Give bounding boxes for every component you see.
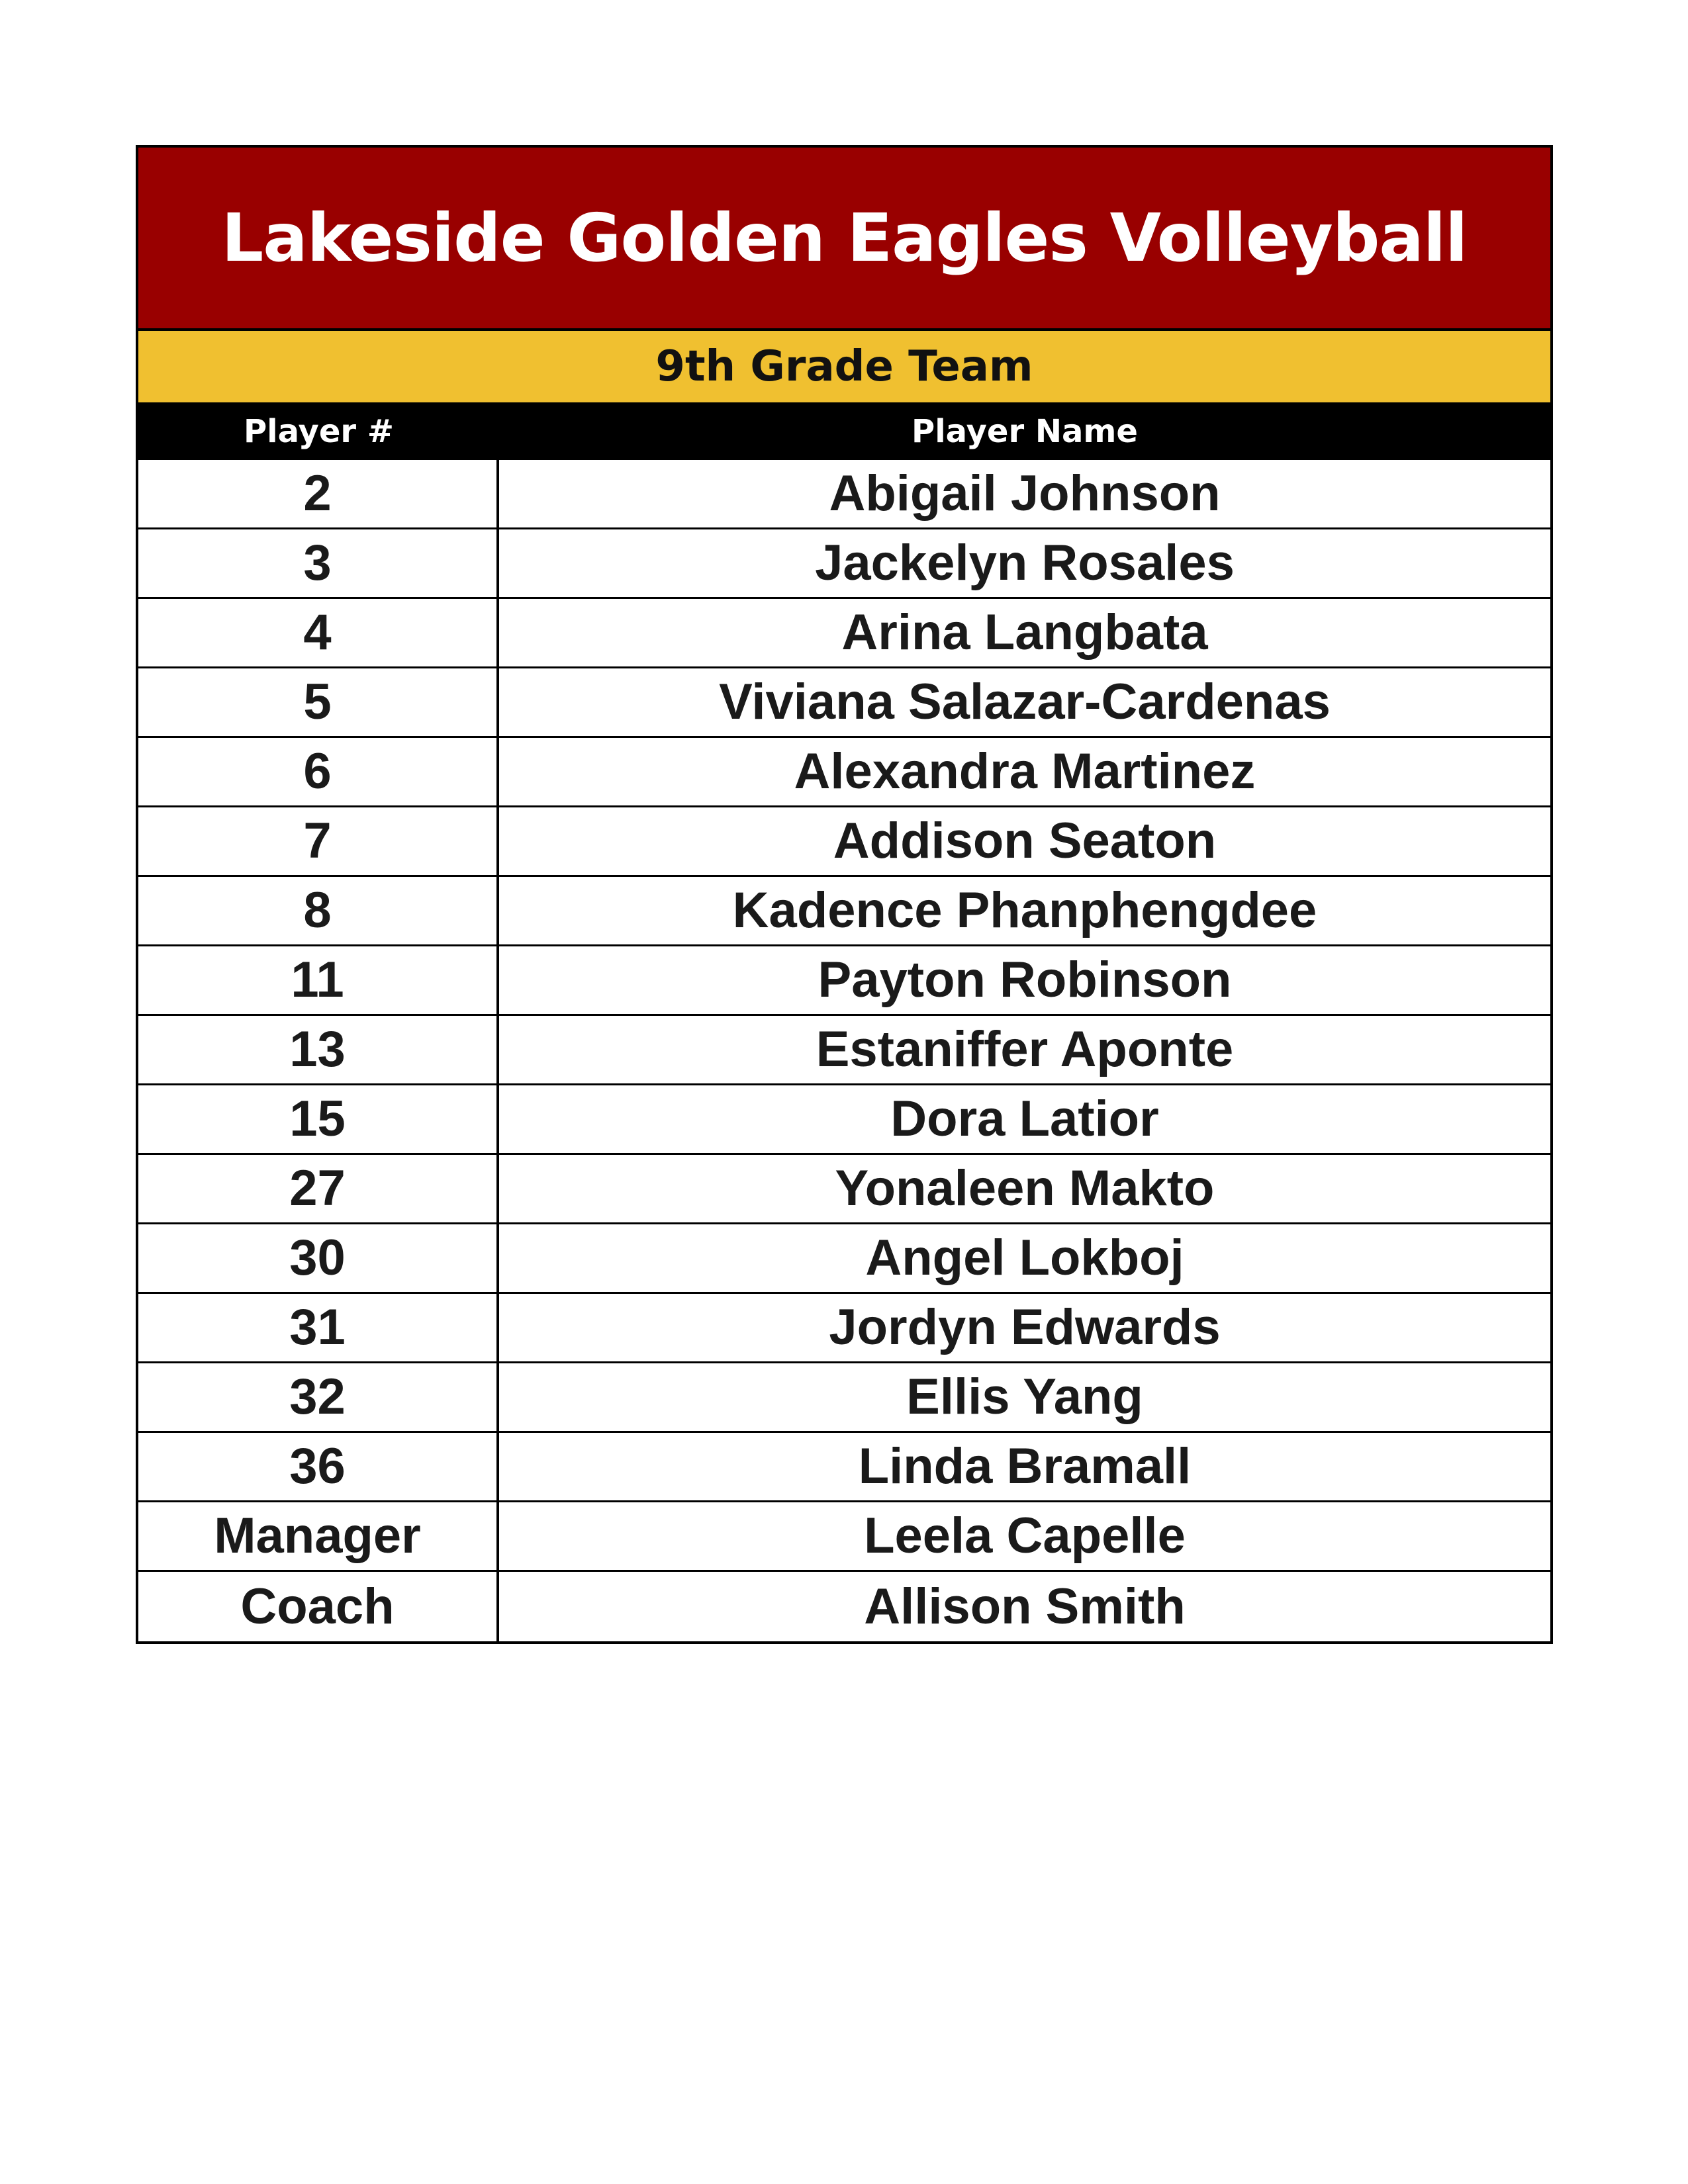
table-row: [138, 1294, 1550, 1363]
player-name-cell: Jordyn Edwards: [829, 1299, 1221, 1355]
staff-role-cell: Manager: [138, 1502, 499, 1570]
table-row: [138, 877, 1550, 946]
table-row: [138, 946, 1550, 1016]
team-title-banner: [138, 148, 1550, 331]
player-name-cell: Dora Latior: [890, 1091, 1159, 1147]
player-number-cell: 27: [138, 1155, 499, 1222]
table-row: [138, 529, 1550, 599]
player-name-cell: Addison Seaton: [833, 813, 1217, 869]
staff-role-cell: Coach: [138, 1572, 499, 1641]
staff-name-cell: Leela Capelle: [864, 1508, 1186, 1564]
player-name-cell: Angel Lokboj: [865, 1230, 1184, 1286]
player-number-cell: 15: [138, 1085, 499, 1153]
table-row: [138, 1433, 1550, 1502]
player-name-cell: Payton Robinson: [818, 952, 1232, 1008]
player-number-cell: 31: [138, 1294, 499, 1361]
table-row: [138, 1016, 1550, 1085]
table-row: [138, 807, 1550, 877]
table-row: [138, 1363, 1550, 1433]
table-row: [138, 1502, 1550, 1572]
team-title: Lakeside Golden Eagles Volleyball: [221, 199, 1468, 277]
roster-table: [136, 145, 1553, 1644]
table-row: [138, 1572, 1550, 1641]
player-number-cell: 36: [138, 1433, 499, 1500]
team-subtitle-banner: [138, 331, 1550, 402]
player-number-cell: 3: [138, 529, 499, 597]
player-name-cell: Abigail Johnson: [829, 465, 1221, 522]
staff-name-cell: Allison Smith: [864, 1578, 1186, 1635]
player-name-cell: Arina Langbata: [841, 604, 1208, 660]
player-number-cell: 7: [138, 807, 499, 875]
player-number-cell: 2: [138, 460, 499, 527]
player-name-cell: Estaniffer Aponte: [816, 1021, 1234, 1077]
player-name-cell: Viviana Salazar-Cardenas: [719, 674, 1331, 730]
player-name-cell: Kadence Phanphengdee: [732, 882, 1317, 938]
player-number-cell: 8: [138, 877, 499, 944]
player-number-cell: 30: [138, 1224, 499, 1292]
table-row: [138, 1155, 1550, 1224]
table-row: [138, 1085, 1550, 1155]
player-name-cell: Alexandra Martinez: [794, 743, 1256, 799]
player-number-cell: 11: [138, 946, 499, 1014]
column-header-player-number: Player #: [244, 412, 394, 450]
roster-rows: [138, 460, 1550, 1641]
player-number-cell: 6: [138, 738, 499, 805]
player-name-cell: Jackelyn Rosales: [815, 535, 1235, 591]
table-row: [138, 599, 1550, 668]
table-row: [138, 738, 1550, 807]
team-subtitle: 9th Grade Team: [655, 342, 1033, 391]
player-name-cell: Ellis Yang: [906, 1369, 1143, 1425]
table-row: [138, 460, 1550, 529]
table-row: [138, 1224, 1550, 1294]
table-row: [138, 668, 1550, 738]
column-header-player-name: Player Name: [912, 412, 1138, 450]
player-number-cell: 5: [138, 668, 499, 736]
player-name-cell: Yonaleen Makto: [835, 1160, 1215, 1216]
player-number-cell: 4: [138, 599, 499, 666]
column-header-row: [138, 402, 1550, 460]
player-number-cell: 13: [138, 1016, 499, 1083]
player-number-cell: 32: [138, 1363, 499, 1431]
player-name-cell: Linda Bramall: [858, 1438, 1192, 1494]
